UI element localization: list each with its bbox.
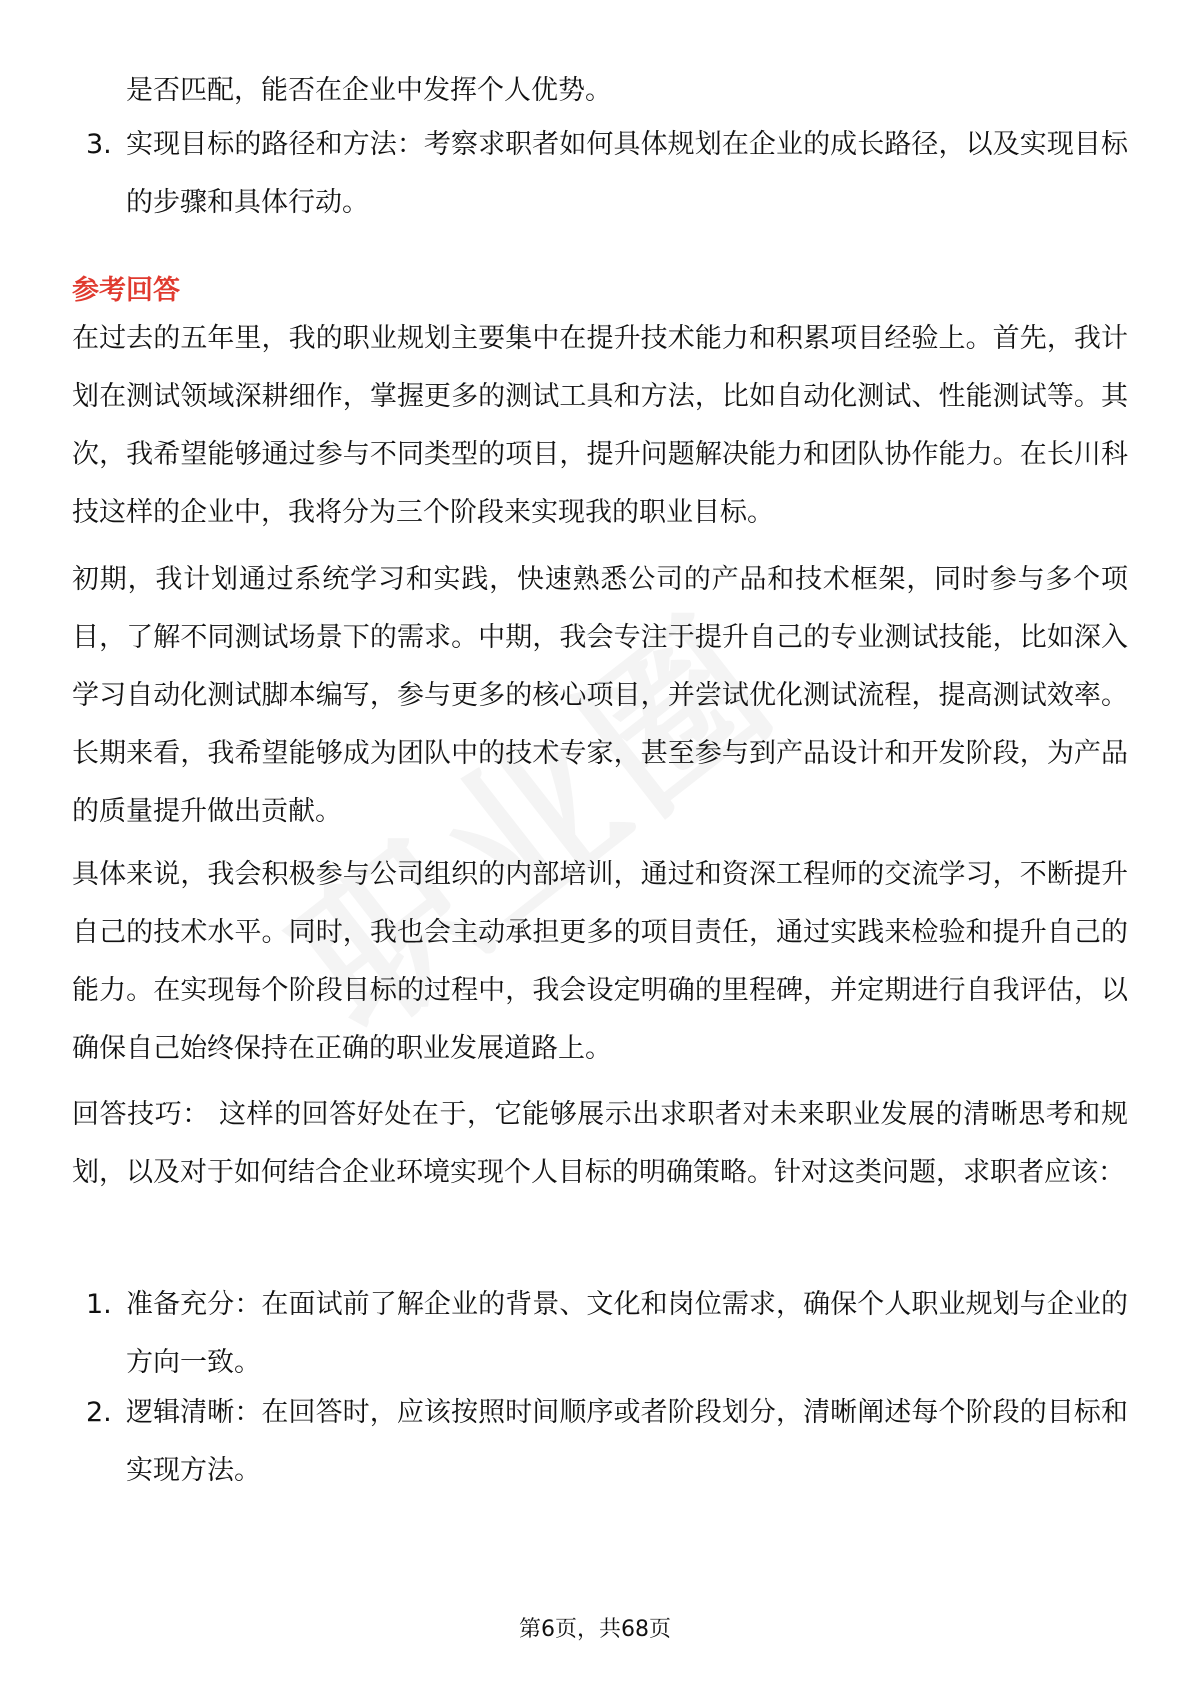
tips-paragraph: 回答技巧： 这样的回答好处在于，它能够展示出求职者对未来职业发展的清晰思考和规划，以及对于如何结合企业环境实现个人目标的明确策略。针对这类问题，求职者应该： [72, 1099, 1128, 1188]
tip-item-1 [72, 1276, 1128, 1392]
page-footer: 第6页，共68页 [519, 1617, 671, 1642]
list-number: 1. [86, 1289, 112, 1320]
list-number: 2. [86, 1397, 112, 1428]
answer-paragraph-1: 在过去的五年里，我的职业规划主要集中在提升技术能力和积累项目经验上。首先，我计划在测试领域深耕细作，掌握更多的测试工具和方法，比如自动化测试、性能测试等。其次，我希望能够通过参与不同类型的项目，提升问题解决能力和团队协作能力。在长川科技这样的企业中，我将分为三个阶段来实现我的职业目标。 [72, 323, 1128, 528]
answer-paragraph-2: 初期，我计划通过系统学习和实践，快速熟悉公司的产品和技术框架，同时参与多个项目，了解不同测试场景下的需求。中期，我会专注于提升自己的专业测试技能，比如深入学习自动化测试脚本编写，参与更多的核心项目，并尝试优化测试流程，提高测试效率。长期来看，我希望能够成为团队中的技术专家，甚至参与到产品设计和开发阶段，为产品的质量提升做出贡献。 [72, 564, 1128, 827]
intro-continuation: 是否匹配，能否在企业中发挥个人优势。 [126, 75, 612, 106]
list-text: 逻辑清晰：在回答时，应该按照时间顺序或者阶段划分，清晰阐述每个阶段的目标和实现方法。 [126, 1397, 1128, 1486]
answer-paragraph-3: 具体来说，我会积极参与公司组织的内部培训，通过和资深工程师的交流学习，不断提升自己的技术水平。同时，我也会主动承担更多的项目责任，通过实践来检验和提升自己的能力。在实现每个阶段目标的过程中，我会设定明确的里程碑，并定期进行自我评估，以确保自己始终保持在正确的职业发展道路上。 [72, 859, 1128, 1064]
intro-list-item-3 [72, 116, 1128, 232]
tip-item-2 [72, 1384, 1128, 1500]
list-text: 准备充分：在面试前了解企业的背景、文化和岗位需求，确保个人职业规划与企业的方向一致。 [126, 1289, 1128, 1378]
list-text: 实现目标的路径和方法：考察求职者如何具体规划在企业的成长路径，以及实现目标的步骤和具体行动。 [126, 129, 1128, 218]
list-number: 3. [86, 129, 112, 160]
section-heading: 参考回答 [72, 275, 180, 306]
